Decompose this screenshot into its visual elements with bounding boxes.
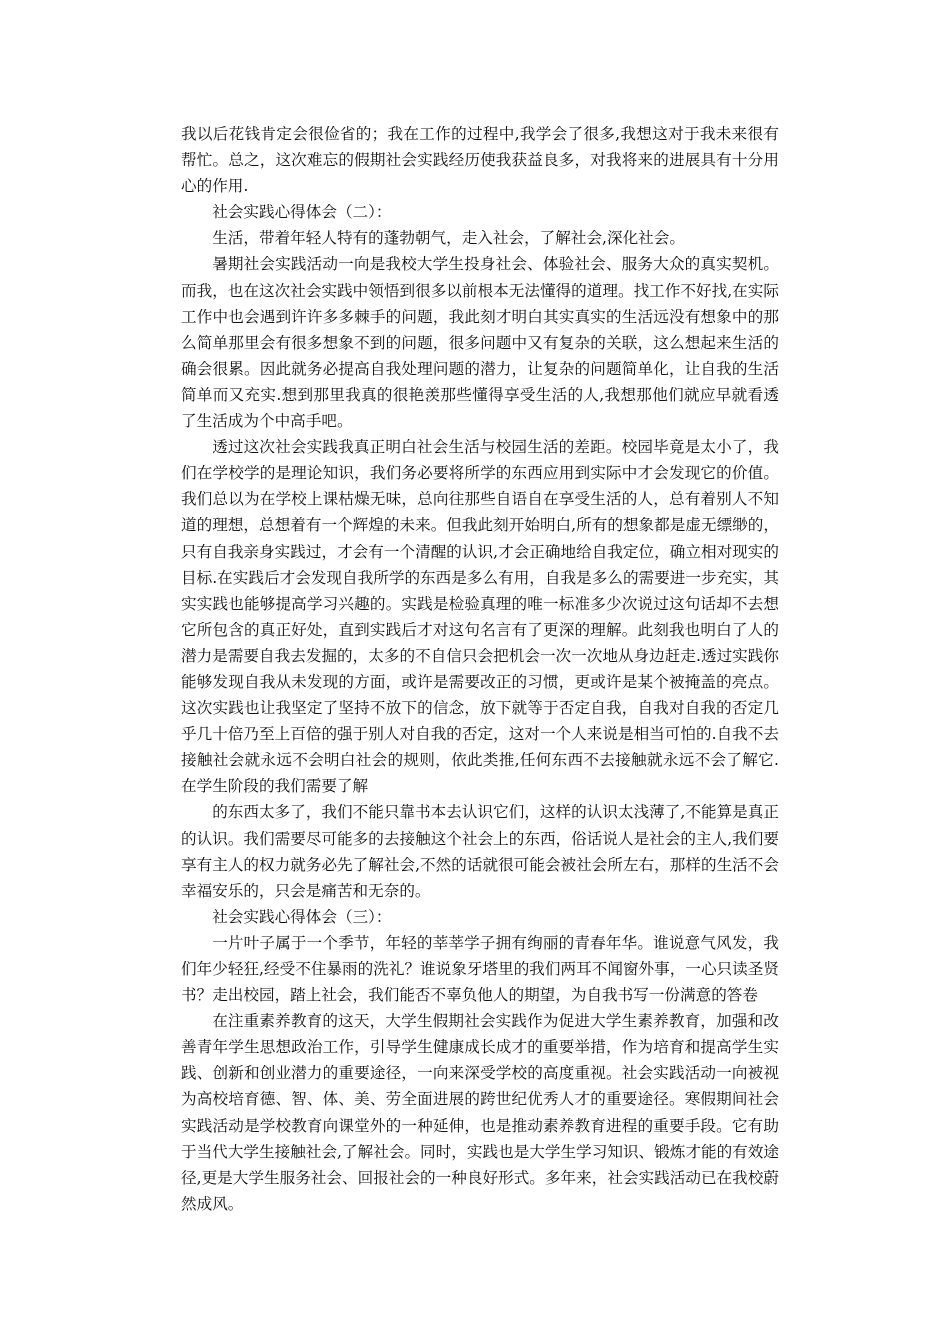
section-heading-three: 社会实践心得体会（三）：: [212, 907, 392, 926]
paragraph-intro-conclusion: 我以后花钱肯定会很俭省的；我在工作的过程中,我学会了很多,我想这对于我未来很有帮忙。总之，这次难忘的假期社会实践经历使我获益良多，对我将来的进展具有十分用心的作用.: [181, 125, 779, 196]
paragraph-summer-practice: 暑期社会实践活动一向是我校大学生投身社会、体验社会、服务大众的真实契机。而我，也在这次社会实践中领悟到很多以前根本无法懂得的道理。找工作不好找,在实际工作中也会遇到许许多多棘手的问题，我此刻才明白其实真实的生活远没有想象中的那么简单那里会有很多想象不到的问题，很多问题中又有复杂的关联，这么想起来生活的确会很累。因此就务必提高自我处理问题的潜力，让复杂的问题简单化，让自我的生活简单而又充实.想到那里我真的很艳羡那些懂得享受生活的人,我想那他们就应早就看透了生活成为个中高手吧。: [181, 255, 779, 431]
paragraph-campus-gap: 透过这次社会实践我真正明白社会生活与校园生活的差距。校园毕竟是太小了，我们在学校学的是理论知识，我们务必要将所学的东西应用到实际中才会发现它的价值。我们总以为在学校上课枯燥无味，总向往那些自语自在享受生活的人，总有着别人不知道的理想，总想着有一个辉煌的未来。但我此刻开始明白,所有的想象都是虚无缥缈的，只有自我亲身实践过，才会有一个清醒的认识,才会正确地给自我定位，确立相对现实的目标.在实践后才会发现自我所学的东西是多么有用，自我是多么的需要进一步充实，其实实践也能够提高学习兴趣的。实践是检验真理的唯一标准多少次说过这句话却不去想它所包含的真正好处，直到实践后才对这句名言有了更深的理解。此刻我也明白了人的潜力是需要自我去发掘的，太多的不自信只会把机会一次一次地从身边赶走.透过实践你能够发现自我从未发现的方面，或许是需要改正的习惯，更或许是某个被掩盖的亮点。这次实践也让我坚定了坚持不放下的信念，放下就等于否定自我，自我对自我的否定几乎几十倍乃至上百倍的强于别人对自我的否定，这对一个人来说是相当可怕的.自我不去接触社会就永远不会明白社会的规则，依此类推,任何东西不去接触就永远不会了解它.在学生阶段的我们需要了解: [181, 438, 779, 796]
document-body: [181, 121, 779, 1217]
paragraph-life-society: 生活，带着年轻人特有的蓬勃朝气，走入社会，了解社会,深化社会。: [212, 229, 685, 248]
paragraph-learn-society: 的东西太多了，我们不能只靠书本去认识它们，这样的认识太浅薄了,不能算是真正的认识。我们需要尽可能多的去接触这个社会上的东西，俗话说人是社会的主人,我们要享有主人的权力就务必先了解社会,不然的话就很可能会被社会所左右，那样的生活不会幸福安乐的，只会是痛苦和无奈的。: [181, 803, 779, 900]
paragraph-quality-education: 在注重素养教育的这天，大学生假期社会实践作为促进大学生素养教育，加强和改善青年学生思想政治工作，引导学生健康成长成才的重要举措，作为培育和提高学生实践、创新和创业潜力的重要途径，一向来深受学校的高度重视。社会实践活动一向被视为高校培育德、智、体、美、劳全面进展的跨世纪优秀人才的重要途径。寒假期间社会实践活动是学校教育向课堂外的一种延伸，也是推动素养教育进程的重要手段。它有助于当代大学生接触社会,了解社会。同时，实践也是大学生学习知识、锻炼才能的有效途径,更是大学生服务社会、回报社会的一种良好形式。多年来，社会实践活动已在我校蔚然成风。: [181, 1012, 779, 1213]
section-heading-two: 社会实践心得体会（二）：: [212, 203, 392, 222]
paragraph-leaf-season: 一片叶子属于一个季节，年轻的莘莘学子拥有绚丽的青春年华。谁说意气风发，我们年少轻狂,经受不住暴雨的洗礼？谁说象牙塔里的我们两耳不闻窗外事，一心只读圣贤书？走出校园，踏上社会，我们能否不辜负他人的期望，为自我书写一份满意的答卷: [181, 933, 779, 1005]
